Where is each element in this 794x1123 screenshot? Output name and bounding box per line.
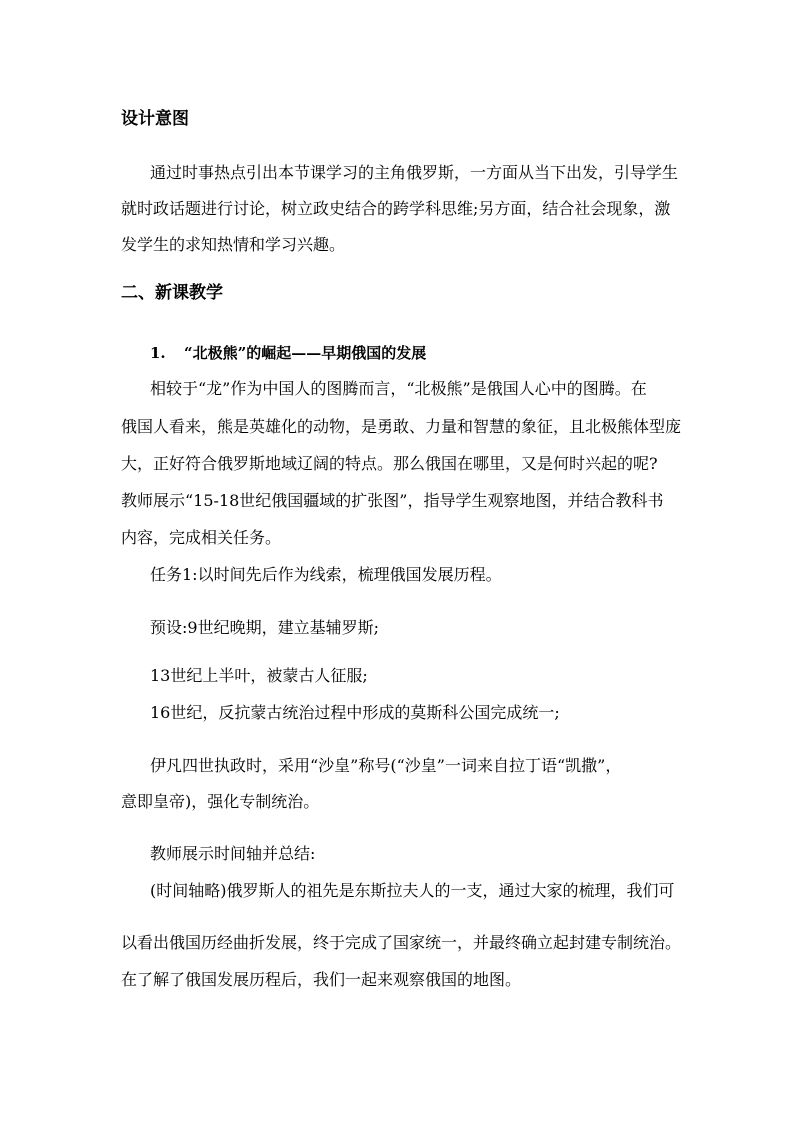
paragraph-line: 俄国人看来，熊是英雄化的动物，是勇敢、力量和智慧的象征，且北极熊体型庞 <box>121 417 682 436</box>
paragraph-line: (时间轴略)俄罗斯人的祖先是东斯拉夫人的一支，通过大家的梳理，我们可 <box>150 881 675 900</box>
paragraph-line: 大，正好符合俄罗斯地域辽阔的特点。那么俄国在哪里，又是何时兴起的呢? <box>121 454 658 473</box>
paragraph-line: 通过时事热点引出本节课学习的主角俄罗斯，一方面从当下出发，引导学生 <box>150 163 679 182</box>
heading-design-intent: 设计意图 <box>121 109 189 129</box>
paragraph-line: 意即皇帝)，强化专制统治。 <box>121 792 320 811</box>
paragraph-line: 内容，完成相关任务。 <box>121 528 282 547</box>
preset-line: 预设:9世纪晚期，建立基辅罗斯; <box>150 618 379 637</box>
teacher-summary-line: 教师展示时间轴并总结: <box>150 844 316 863</box>
timeline-item-13th-century: 13世纪上半叶，被蒙古人征服; <box>150 666 368 685</box>
paragraph-line: 发学生的求知热情和学习兴趣。 <box>121 235 346 254</box>
heading-new-lesson: 二、新课教学 <box>121 283 223 303</box>
paragraph-line: 伊凡四世执政时，采用“沙皇”称号(“沙皇”一词来自拉丁语“凯撒”， <box>150 756 622 775</box>
paragraph-line: 以看出俄国历经曲折发展，终于完成了国家统一，并最终确立起封建专制统治。 <box>121 933 682 952</box>
paragraph-line: 就时政话题进行讨论，树立政史结合的跨学科思维;另方面，结合社会现象，激 <box>121 199 671 218</box>
task-line: 任务1:以时间先后作为线索，梳理俄国发展历程。 <box>150 565 502 584</box>
timeline-item-16th-century: 16世纪，反抗蒙古统治过程中形成的莫斯科公国完成统一; <box>150 703 560 722</box>
subheading-title: “北极熊”的崛起——早期俄国的发展 <box>184 344 427 362</box>
paragraph-line: 教师展示“15-18世纪俄国疆域的扩张图”，指导学生观察地图，并结合教科书 <box>121 491 664 510</box>
paragraph-line: 在了解了俄国发展历程后，我们一起来观察俄国的地图。 <box>121 970 522 989</box>
subheading-number: 1. <box>150 344 166 362</box>
paragraph-line: 相较于“龙”作为中国人的图腾而言，“北极熊”是俄国人心中的图腾。在 <box>150 379 647 398</box>
